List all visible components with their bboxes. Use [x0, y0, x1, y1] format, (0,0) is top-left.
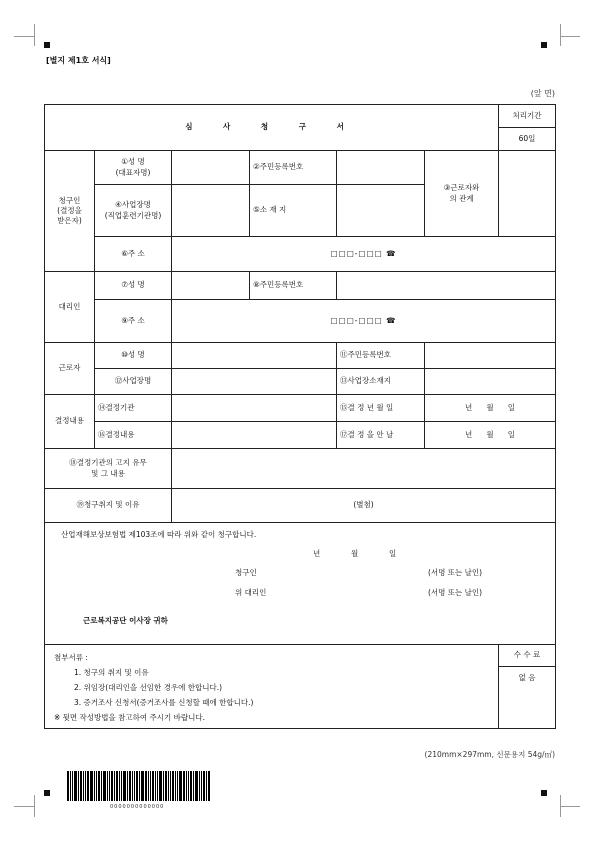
worker-rrn-field[interactable] — [425, 343, 556, 369]
agent-rrn-field[interactable] — [337, 272, 556, 300]
agent-address-field[interactable]: □□□-□□□ ☎ — [172, 300, 556, 343]
declaration-section — [45, 523, 556, 645]
attachment-item: 1. 청구의 취지 및 이유 — [74, 668, 149, 677]
worker-group-label: 근로자 — [45, 343, 95, 395]
worker-name-label: ⑩성 명 — [95, 343, 172, 369]
declaration-month: 월 — [351, 549, 359, 558]
notice-row-label: ⑱결정기관의 고지 유무 및 그 내용 — [45, 449, 172, 489]
decision-date-field[interactable] — [425, 395, 556, 422]
worker-rrn-label: ⑪주민등록번호 — [337, 343, 425, 369]
year-unit: 년 — [465, 402, 473, 412]
crop-mark — [14, 36, 34, 37]
relation-field[interactable] — [499, 151, 556, 237]
agent-signature-note[interactable]: (서명 또는 날인) — [428, 588, 483, 597]
month-unit: 월 — [486, 429, 494, 439]
processing-period-cell — [499, 105, 556, 151]
claimant-signature-note[interactable]: (서명 또는 날인) — [428, 568, 483, 577]
decision-content-field[interactable] — [172, 422, 337, 449]
fee-label: 수 수 료 — [499, 645, 556, 667]
day-unit: 일 — [507, 429, 515, 439]
crop-mark — [34, 795, 35, 817]
claimant-name-field[interactable] — [172, 151, 250, 185]
agent-rrn-label: ⑧주민등록번호 — [250, 272, 337, 300]
decision-agency-field[interactable] — [172, 395, 337, 422]
worker-location-field[interactable] — [425, 369, 556, 395]
agent-group-label: 대리인 — [45, 272, 95, 343]
reason-row-field[interactable]: (별첨) — [172, 489, 556, 523]
registration-mark — [541, 790, 547, 796]
year-unit: 년 — [465, 429, 473, 439]
reason-row-label: ⑲청구취지 및 이유 — [45, 489, 172, 523]
crop-mark — [560, 24, 561, 46]
decision-notice-field[interactable] — [425, 422, 556, 449]
declaration-year: 년 — [313, 549, 321, 558]
agent-name-field[interactable] — [172, 272, 250, 300]
claimant-location-label: ⑤소 재 지 — [250, 185, 337, 237]
agent-name-label: ⑦성 명 — [95, 272, 172, 300]
declaration-agent-label: 위 대리인 — [235, 588, 267, 597]
barcode — [67, 771, 267, 801]
decision-date-label: ⑮결 정 년 월 일 — [337, 395, 425, 422]
worker-workplace-label: ⑫사업장명 — [95, 369, 172, 395]
agent-address-label: ⑨주 소 — [95, 300, 172, 343]
claimant-location-field[interactable] — [337, 185, 425, 237]
claimant-workplace-field[interactable] — [172, 185, 250, 237]
paper-size-note: (210mm×297mm, 신문용지 54g/㎡) — [424, 750, 555, 759]
attachment-item: 3. 증거조사 신청서(증거조사를 신청할 때에 한합니다.) — [74, 698, 254, 707]
declaration-statement: 산업재해보상보험법 제103조에 따라 위와 같이 청구합니다. — [61, 530, 257, 539]
crop-mark — [560, 36, 580, 37]
claimant-group-label: 청구인 (결정을 받은자) — [45, 151, 95, 272]
recipient-line: 근로복지공단 이사장 귀하 — [83, 616, 168, 625]
decision-agency-label: ⑭결정기관 — [95, 395, 172, 422]
relation-label: ③근로자와 의 관계 — [425, 151, 499, 237]
form-number-tag: [별지 제1호 서식] — [46, 56, 111, 65]
appeal-form-table — [44, 104, 556, 729]
declaration-day: 일 — [389, 549, 397, 558]
decision-notice-label: ⑰결 정 을 안 날 — [337, 422, 425, 449]
crop-mark — [14, 806, 34, 807]
registration-mark — [44, 790, 50, 796]
decision-group-label: 결정내용 — [45, 395, 95, 449]
worker-workplace-field[interactable] — [172, 369, 337, 395]
barcode-number: 0000000000000 — [110, 804, 165, 810]
attachments-section — [45, 645, 499, 729]
claimant-address-label: ⑥주 소 — [95, 237, 172, 272]
claimant-name-label: ①성 명 (대표자명) — [95, 151, 172, 185]
claimant-workplace-label: ④사업장명 (직업훈련기관명) — [95, 185, 172, 237]
crop-mark — [34, 24, 35, 46]
crop-mark — [560, 806, 580, 807]
day-unit: 일 — [507, 402, 515, 412]
declaration-claimant-label: 청구인 — [235, 568, 257, 577]
claimant-rrn-field[interactable] — [337, 151, 425, 185]
processing-period-value: 60일 — [518, 134, 536, 143]
fee-value: 없 음 — [499, 667, 556, 729]
attachments-title: 첨부서류 : — [54, 653, 88, 662]
worker-name-field[interactable] — [172, 343, 337, 369]
decision-content-label: ⑯결정내용 — [95, 422, 172, 449]
attachments-note: ※ 뒷면 작성방법을 참고하여 주시기 바랍니다. — [54, 713, 205, 722]
worker-location-label: ⑬사업장소재지 — [337, 369, 425, 395]
month-unit: 월 — [486, 402, 494, 412]
processing-period-label: 처리기간 — [499, 105, 555, 128]
claimant-rrn-label: ②주민등록번호 — [250, 151, 337, 185]
page-side-note: (앞 면) — [530, 89, 555, 98]
attachment-item: 2. 위임장(대리인을 선임한 경우에 한합니다.) — [74, 683, 223, 692]
notice-row-field[interactable] — [172, 449, 556, 489]
registration-mark — [541, 42, 547, 48]
form-title: 심 사 청 구 서 — [45, 105, 499, 151]
registration-mark — [44, 42, 50, 48]
claimant-address-field[interactable]: □□□-□□□ ☎ — [172, 237, 556, 272]
